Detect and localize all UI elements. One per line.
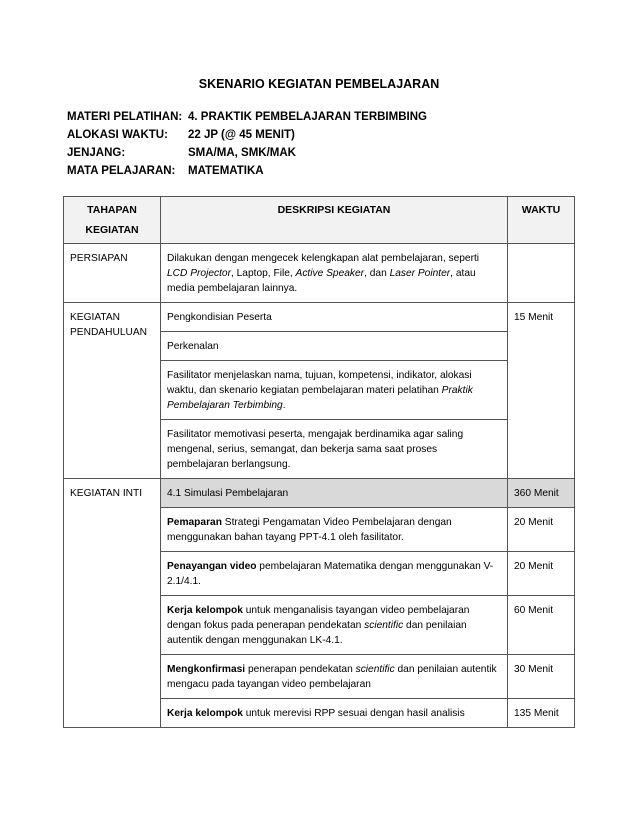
inti-desc-1: Pemaparan Strategi Pengamatan Video Pembelajaran dengan menggunakan bahan tayang PPT-4.1 oleh fasilitator. (161, 508, 508, 552)
stage-pendahuluan: KEGIATAN PENDAHULUAN (64, 303, 161, 479)
desc-pendahuluan-4: Fasilitator memotivasi peserta, mengajak berdinamika agar saling mengenal, serius, semangat, dan bekerja sama saat proses pembelajaran berlangsung. (161, 420, 508, 479)
inti-time-1: 20 Menit (508, 508, 575, 552)
meta-row-materi (67, 108, 427, 126)
inti-desc-3: Kerja kelompok untuk menganalisis tayangan video pembelajaran dengan fokus pada penerapan pendekatan scientific dan penilaian autentik dengan menggunakan LK-4.1. (161, 596, 508, 655)
meta-row-mapel (67, 162, 427, 180)
table-header-row (64, 197, 575, 244)
header-stage: TAHAPAN KEGIATAN (64, 197, 161, 244)
meta-key: MATA PELAJARAN: (67, 165, 176, 177)
meta-key: MATERI PELATIHAN: (67, 111, 183, 123)
inti-desc-2: Penayangan video pembelajaran Matematika dengan menggunakan V-2.1/4.1. (161, 552, 508, 596)
meta-value: 4. PRAKTIK PEMBELAJARAN TERBIMBING (188, 111, 427, 123)
time-persiapan (508, 244, 575, 303)
meta-row-jenjang (67, 144, 427, 162)
inti-section-title: 4.1 Simulasi Pembelajaran (161, 479, 508, 508)
meta-value: SMA/MA, SMK/MAK (188, 147, 296, 159)
inti-desc-4: Mengkonfirmasi penerapan pendekatan scientific dan penilaian autentik mengacu pada tayangan video pembelajaran (161, 655, 508, 699)
desc-pendahuluan-2: Perkenalan (161, 332, 508, 361)
document-meta (67, 108, 427, 180)
inti-time-4: 30 Menit (508, 655, 575, 699)
header-description: DESKRIPSI KEGIATAN (161, 197, 508, 244)
stage-inti: KEGIATAN INTI (64, 479, 161, 728)
inti-time-5: 135 Menit (508, 699, 575, 728)
inti-desc-5: Kerja kelompok untuk merevisi RPP sesuai dengan hasil analisis (161, 699, 508, 728)
schedule-table (63, 196, 575, 728)
time-pendahuluan: 15 Menit (508, 303, 575, 479)
inti-time-3: 60 Menit (508, 596, 575, 655)
meta-row-alokasi (67, 126, 427, 144)
desc-pendahuluan-1: Pengkondisian Peserta (161, 303, 508, 332)
document-title: SKENARIO KEGIATAN PEMBELAJARAN (198, 77, 440, 91)
table-row-persiapan (64, 244, 575, 303)
meta-key: JENJANG: (67, 147, 126, 159)
meta-value: 22 JP (@ 45 MENIT) (188, 129, 295, 141)
table-row-pendahuluan-1 (64, 303, 575, 332)
stage-persiapan: PERSIAPAN (64, 244, 161, 303)
meta-key: ALOKASI WAKTU: (67, 129, 168, 141)
table-row-inti-section (64, 479, 575, 508)
inti-section-time: 360 Menit (508, 479, 575, 508)
inti-time-2: 20 Menit (508, 552, 575, 596)
meta-value: MATEMATIKA (188, 165, 264, 177)
header-time: WAKTU (508, 197, 575, 244)
desc-persiapan: Dilakukan dengan mengecek kelengkapan alat pembelajaran, seperti LCD Projector, Laptop, File, Active Speaker, dan Laser Pointer, atau media pembelajaran lainnya. (161, 244, 508, 303)
desc-pendahuluan-3: Fasilitator menjelaskan nama, tujuan, kompetensi, indikator, alokasi waktu, dan skenario kegiatan pembelajaran materi pelatihan Praktik Pembelajaran Terbimbing. (161, 361, 508, 420)
